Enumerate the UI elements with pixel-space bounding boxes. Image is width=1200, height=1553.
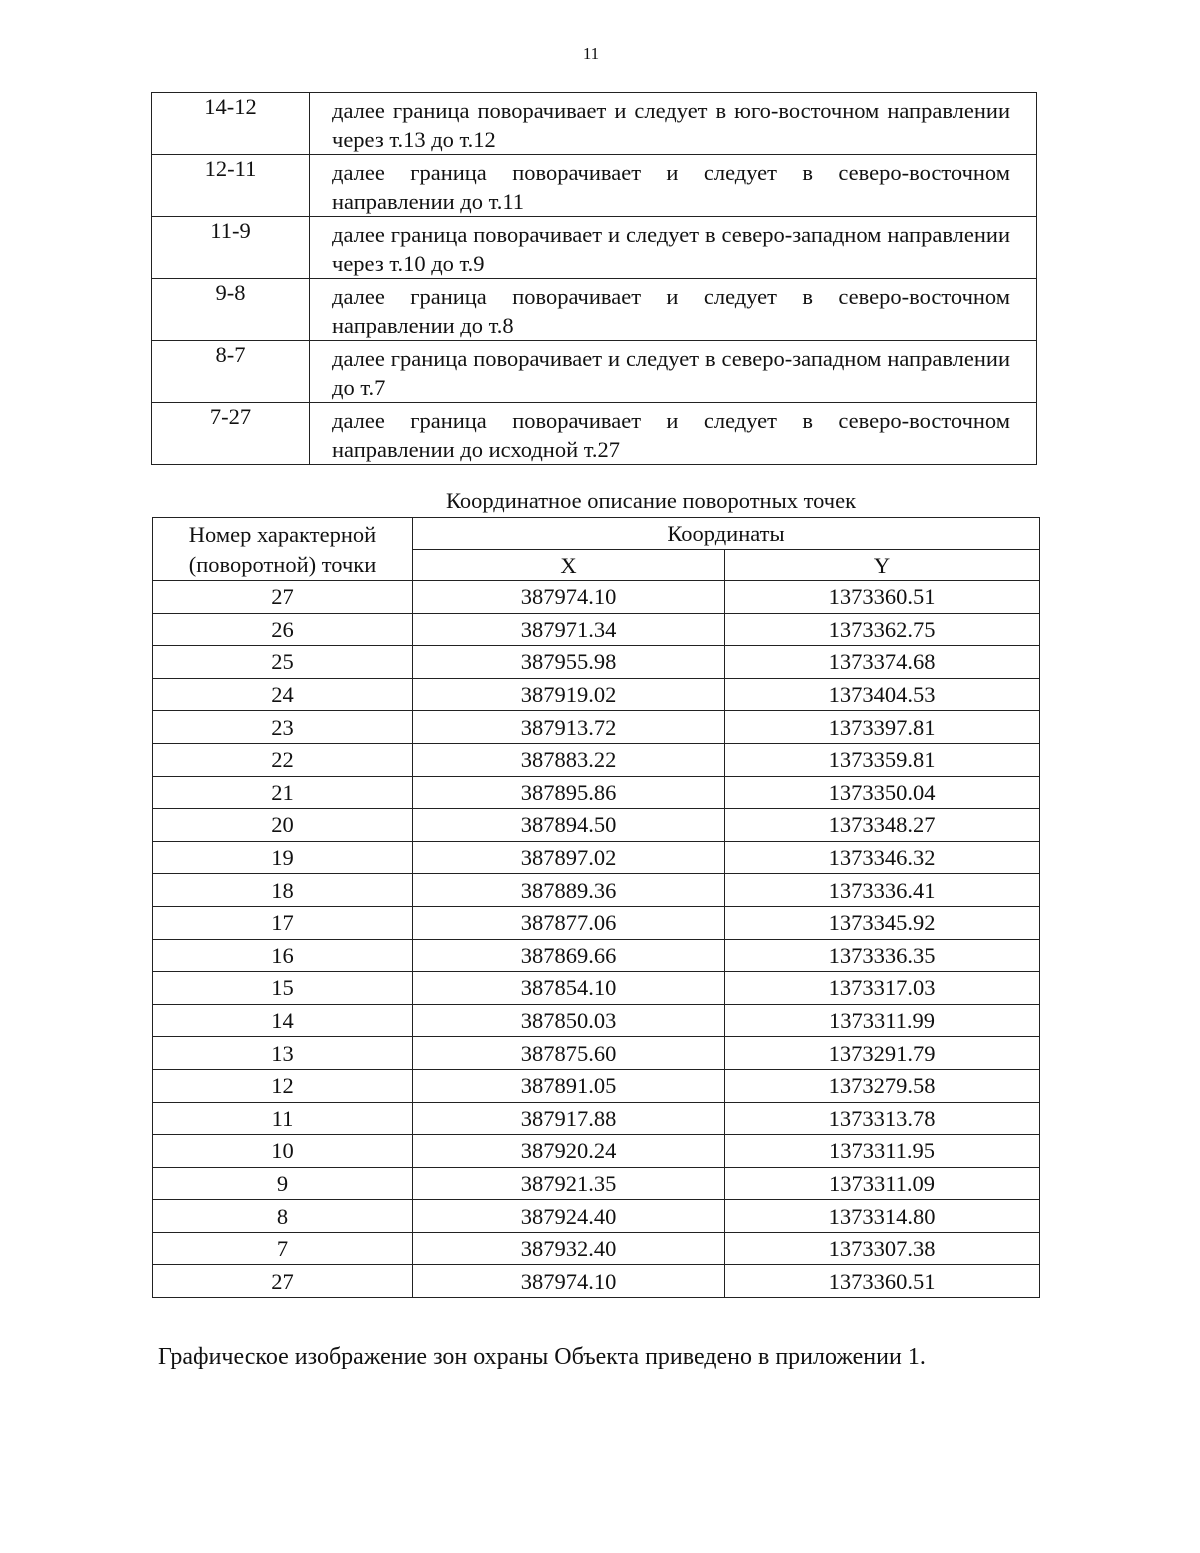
segment-description: далее граница поворачивает и следует в северо-восточном направлении до исходной т.27 <box>310 403 1037 465</box>
coordinate-y: 1373350.04 <box>725 776 1040 809</box>
point-number: 27 <box>153 581 413 614</box>
coordinate-y: 1373345.92 <box>725 906 1040 939</box>
boundary-row <box>152 279 1037 341</box>
coordinate-row <box>153 1167 1040 1200</box>
point-number: 20 <box>153 809 413 842</box>
point-number: 16 <box>153 939 413 972</box>
point-number: 18 <box>153 874 413 907</box>
coordinate-x: 387891.05 <box>413 1069 725 1102</box>
point-number: 25 <box>153 646 413 679</box>
boundary-table-body <box>152 93 1037 465</box>
point-number: 17 <box>153 906 413 939</box>
coordinate-y: 1373313.78 <box>725 1102 1040 1135</box>
coordinates-table-body <box>153 581 1040 1298</box>
coordinate-x: 387917.88 <box>413 1102 725 1135</box>
point-number: 23 <box>153 711 413 744</box>
segment-description: далее граница поворачивает и следует в северо-восточном направлении до т.8 <box>310 279 1037 341</box>
coordinate-row <box>153 939 1040 972</box>
coordinate-row <box>153 1135 1040 1168</box>
coordinate-x: 387869.66 <box>413 939 725 972</box>
coordinate-x: 387955.98 <box>413 646 725 679</box>
boundary-row <box>152 341 1037 403</box>
point-number: 11 <box>153 1102 413 1135</box>
coordinate-y: 1373360.51 <box>725 581 1040 614</box>
segment-id: 14-12 <box>152 93 310 155</box>
coordinate-row <box>153 646 1040 679</box>
point-number: 13 <box>153 1037 413 1070</box>
coordinate-x: 387895.86 <box>413 776 725 809</box>
coordinate-y: 1373307.38 <box>725 1232 1040 1265</box>
coordinate-row <box>153 1069 1040 1102</box>
point-number: 12 <box>153 1069 413 1102</box>
segment-description: далее граница поворачивает и следует в северо-восточном направлении до т.11 <box>310 155 1037 217</box>
coordinate-y: 1373348.27 <box>725 809 1040 842</box>
coordinate-row <box>153 1265 1040 1298</box>
coordinate-y: 1373314.80 <box>725 1200 1040 1233</box>
coordinate-y: 1373346.32 <box>725 841 1040 874</box>
boundary-row <box>152 93 1037 155</box>
coordinate-row <box>153 1102 1040 1135</box>
point-number: 24 <box>153 678 413 711</box>
point-number: 10 <box>153 1135 413 1168</box>
point-number: 22 <box>153 743 413 776</box>
coordinate-row <box>153 613 1040 646</box>
segment-id: 8-7 <box>152 341 310 403</box>
point-number: 14 <box>153 1004 413 1037</box>
coordinate-x: 387971.34 <box>413 613 725 646</box>
coordinates-table-header <box>153 518 1040 581</box>
coordinate-row <box>153 841 1040 874</box>
header-point-line1: Номер характерной <box>188 522 377 547</box>
coords-table-caption: Координатное описание поворотных точек <box>445 488 857 513</box>
coordinate-y: 1373359.81 <box>725 743 1040 776</box>
segment-description: далее граница поворачивает и следует в северо-западном направлении до т.7 <box>310 341 1037 403</box>
coordinate-x: 387921.35 <box>413 1167 725 1200</box>
coordinate-y: 1373311.99 <box>725 1004 1040 1037</box>
segment-id: 7-27 <box>152 403 310 465</box>
coordinate-x: 387913.72 <box>413 711 725 744</box>
point-number: 21 <box>153 776 413 809</box>
boundary-description-table <box>151 92 1037 465</box>
segment-id: 12-11 <box>152 155 310 217</box>
coordinate-row <box>153 1200 1040 1233</box>
coordinate-y: 1373397.81 <box>725 711 1040 744</box>
point-number: 8 <box>153 1200 413 1233</box>
coordinate-x: 387932.40 <box>413 1232 725 1265</box>
coordinate-x: 387894.50 <box>413 809 725 842</box>
coordinate-x: 387974.10 <box>413 581 725 614</box>
coordinate-x: 387897.02 <box>413 841 725 874</box>
boundary-row <box>152 403 1037 465</box>
header-point-line2: (поворотной) точки <box>188 552 377 577</box>
coordinate-row <box>153 906 1040 939</box>
coordinate-row <box>153 1004 1040 1037</box>
coordinate-y: 1373317.03 <box>725 972 1040 1005</box>
coordinate-y: 1373362.75 <box>725 613 1040 646</box>
coordinate-y: 1373404.53 <box>725 678 1040 711</box>
coordinate-y: 1373311.95 <box>725 1135 1040 1168</box>
coordinate-y: 1373374.68 <box>725 646 1040 679</box>
coordinate-y: 1373336.41 <box>725 874 1040 907</box>
coordinate-row <box>153 711 1040 744</box>
header-x: X <box>413 550 725 581</box>
point-number: 7 <box>153 1232 413 1265</box>
coordinate-row <box>153 776 1040 809</box>
point-number: 19 <box>153 841 413 874</box>
coordinate-y: 1373279.58 <box>725 1069 1040 1102</box>
coordinate-y: 1373336.35 <box>725 939 1040 972</box>
coordinate-x: 387883.22 <box>413 743 725 776</box>
coordinate-row <box>153 1232 1040 1265</box>
coordinate-x: 387974.10 <box>413 1265 725 1298</box>
coordinate-y: 1373311.09 <box>725 1167 1040 1200</box>
coordinate-row <box>153 743 1040 776</box>
coordinate-x: 387854.10 <box>413 972 725 1005</box>
segment-description: далее граница поворачивает и следует в северо-западном направлении через т.10 до т.9 <box>310 217 1037 279</box>
coordinate-row <box>153 581 1040 614</box>
header-coordinates: Координаты <box>413 518 1040 550</box>
header-y: Y <box>725 550 1040 581</box>
coordinates-table <box>152 517 1040 1298</box>
coordinate-row <box>153 678 1040 711</box>
coordinate-x: 387920.24 <box>413 1135 725 1168</box>
footer-note: Графическое изображение зон охраны Объекта приведено в приложении 1. <box>158 1344 926 1370</box>
point-number: 9 <box>153 1167 413 1200</box>
page-number: 11 <box>582 44 600 63</box>
coordinate-y: 1373291.79 <box>725 1037 1040 1070</box>
coordinate-row <box>153 972 1040 1005</box>
point-number: 27 <box>153 1265 413 1298</box>
boundary-row <box>152 217 1037 279</box>
segment-id: 9-8 <box>152 279 310 341</box>
point-number: 15 <box>153 972 413 1005</box>
coordinate-y: 1373360.51 <box>725 1265 1040 1298</box>
segment-description: далее граница поворачивает и следует в юго-восточном направлении через т.13 до т.12 <box>310 93 1037 155</box>
coordinate-x: 387924.40 <box>413 1200 725 1233</box>
coordinate-x: 387889.36 <box>413 874 725 907</box>
coordinate-x: 387850.03 <box>413 1004 725 1037</box>
coordinate-x: 387919.02 <box>413 678 725 711</box>
coordinate-x: 387877.06 <box>413 906 725 939</box>
coordinate-row <box>153 809 1040 842</box>
point-number: 26 <box>153 613 413 646</box>
boundary-row <box>152 155 1037 217</box>
coordinate-row <box>153 874 1040 907</box>
header-point-number <box>153 518 413 581</box>
segment-id: 11-9 <box>152 217 310 279</box>
coordinate-x: 387875.60 <box>413 1037 725 1070</box>
coordinate-row <box>153 1037 1040 1070</box>
